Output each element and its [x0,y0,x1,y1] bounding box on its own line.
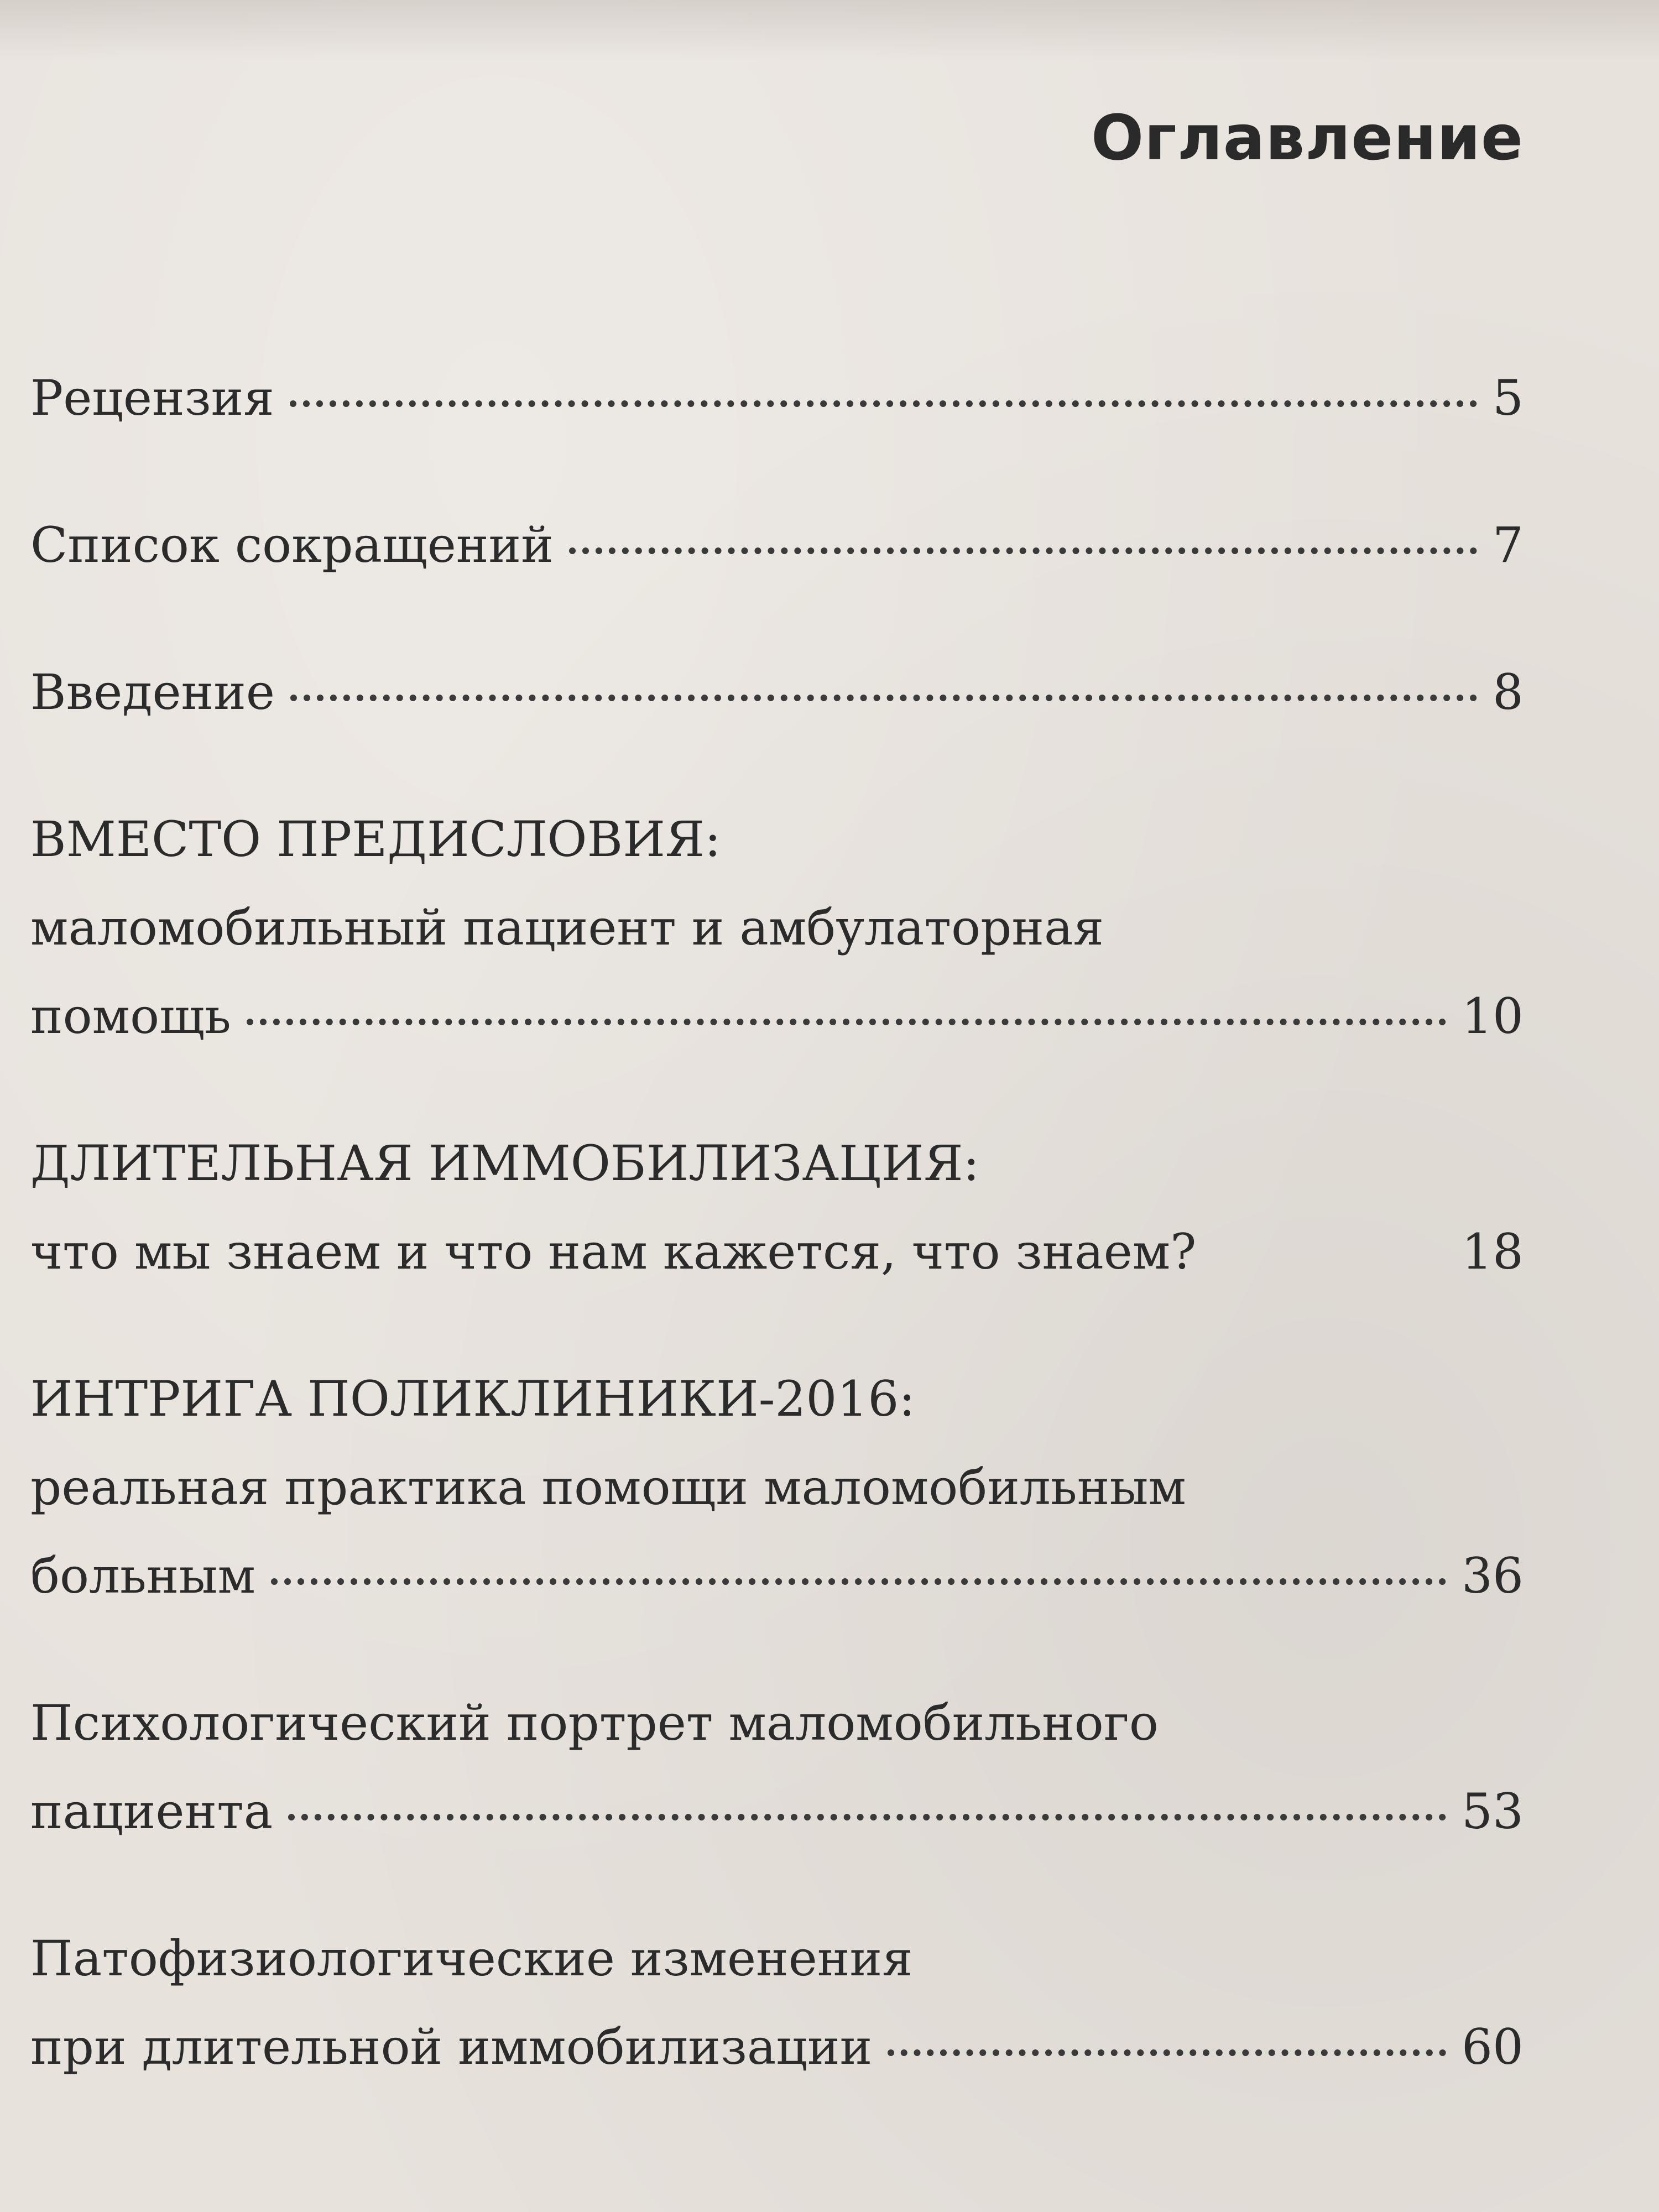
dot-leader [888,2049,1446,2056]
toc-page-number: 36 [1462,1547,1524,1604]
toc-entry-title: пациента [30,1783,273,1840]
dot-leader [247,1019,1446,1025]
dot-leader [290,695,1477,701]
toc-entry-heading: ИНТРИГА ПОЛИКЛИНИКИ-2016: [30,1370,916,1427]
toc-entry-subtitle: маломобильный пациент и амбулаторная [30,899,1104,956]
toc-entry[interactable] [30,1679,1524,1856]
toc-entry-subtitle: больным [30,1547,255,1604]
toc-page-number: 7 [1493,517,1524,573]
toc-entry-title: Психологический портрет маломобильного [30,1694,1159,1751]
toc-entry-title: Введение [30,664,275,721]
toc-entry-heading: ВМЕСТО ПРЕДИСЛОВИЯ: [30,811,721,868]
dot-leader [288,1814,1446,1820]
toc-entry[interactable] [30,1914,1524,2091]
toc-entry-title: при длительной иммобилизации [30,2018,873,2075]
dot-leader [290,400,1477,407]
toc-entry-line [30,648,1524,737]
page-top-shadow [0,0,1659,61]
dot-leader [569,547,1477,554]
toc-entry[interactable] [30,795,1524,1061]
toc-entry[interactable] [30,354,1524,442]
toc-entry-line [30,1767,1524,1856]
toc-entry-title: Рецензия [30,369,274,426]
toc-entry-title: Список сокращений [30,517,554,573]
table-of-contents [30,354,1524,2091]
toc-page-number: 53 [1462,1783,1524,1840]
toc-page-number: 8 [1493,664,1524,721]
page-title: Оглавление [1091,102,1524,174]
dot-leader [271,1578,1446,1585]
toc-entry-subtitle: помощь [30,988,231,1045]
toc-entry-line [30,1532,1524,1620]
toc-entry-line [30,972,1524,1061]
toc-entry-subtitle: реальная практика помощи маломобильным [30,1459,1186,1516]
toc-entry[interactable] [30,1119,1524,1296]
toc-entry[interactable] [30,1355,1524,1620]
toc-entry[interactable] [30,501,1524,589]
toc-entry-heading: ДЛИТЕЛЬНАЯ ИММОБИЛИЗАЦИЯ: [30,1135,980,1192]
toc-page-number: 5 [1493,369,1524,426]
toc-page-number: 18 [1462,1223,1524,1280]
toc-entry-subtitle: что мы знаем и что нам кажется, что знаем? [30,1223,1197,1280]
toc-entry-title: Патофизиологические изменения [30,1930,913,1987]
toc-entry-line [30,501,1524,589]
toc-entry-line [30,2003,1524,2091]
toc-entry-line [30,1208,1524,1296]
toc-page-number: 10 [1462,988,1524,1045]
toc-entry-line [30,354,1524,442]
toc-entry[interactable] [30,648,1524,737]
toc-page-number: 60 [1462,2018,1524,2075]
